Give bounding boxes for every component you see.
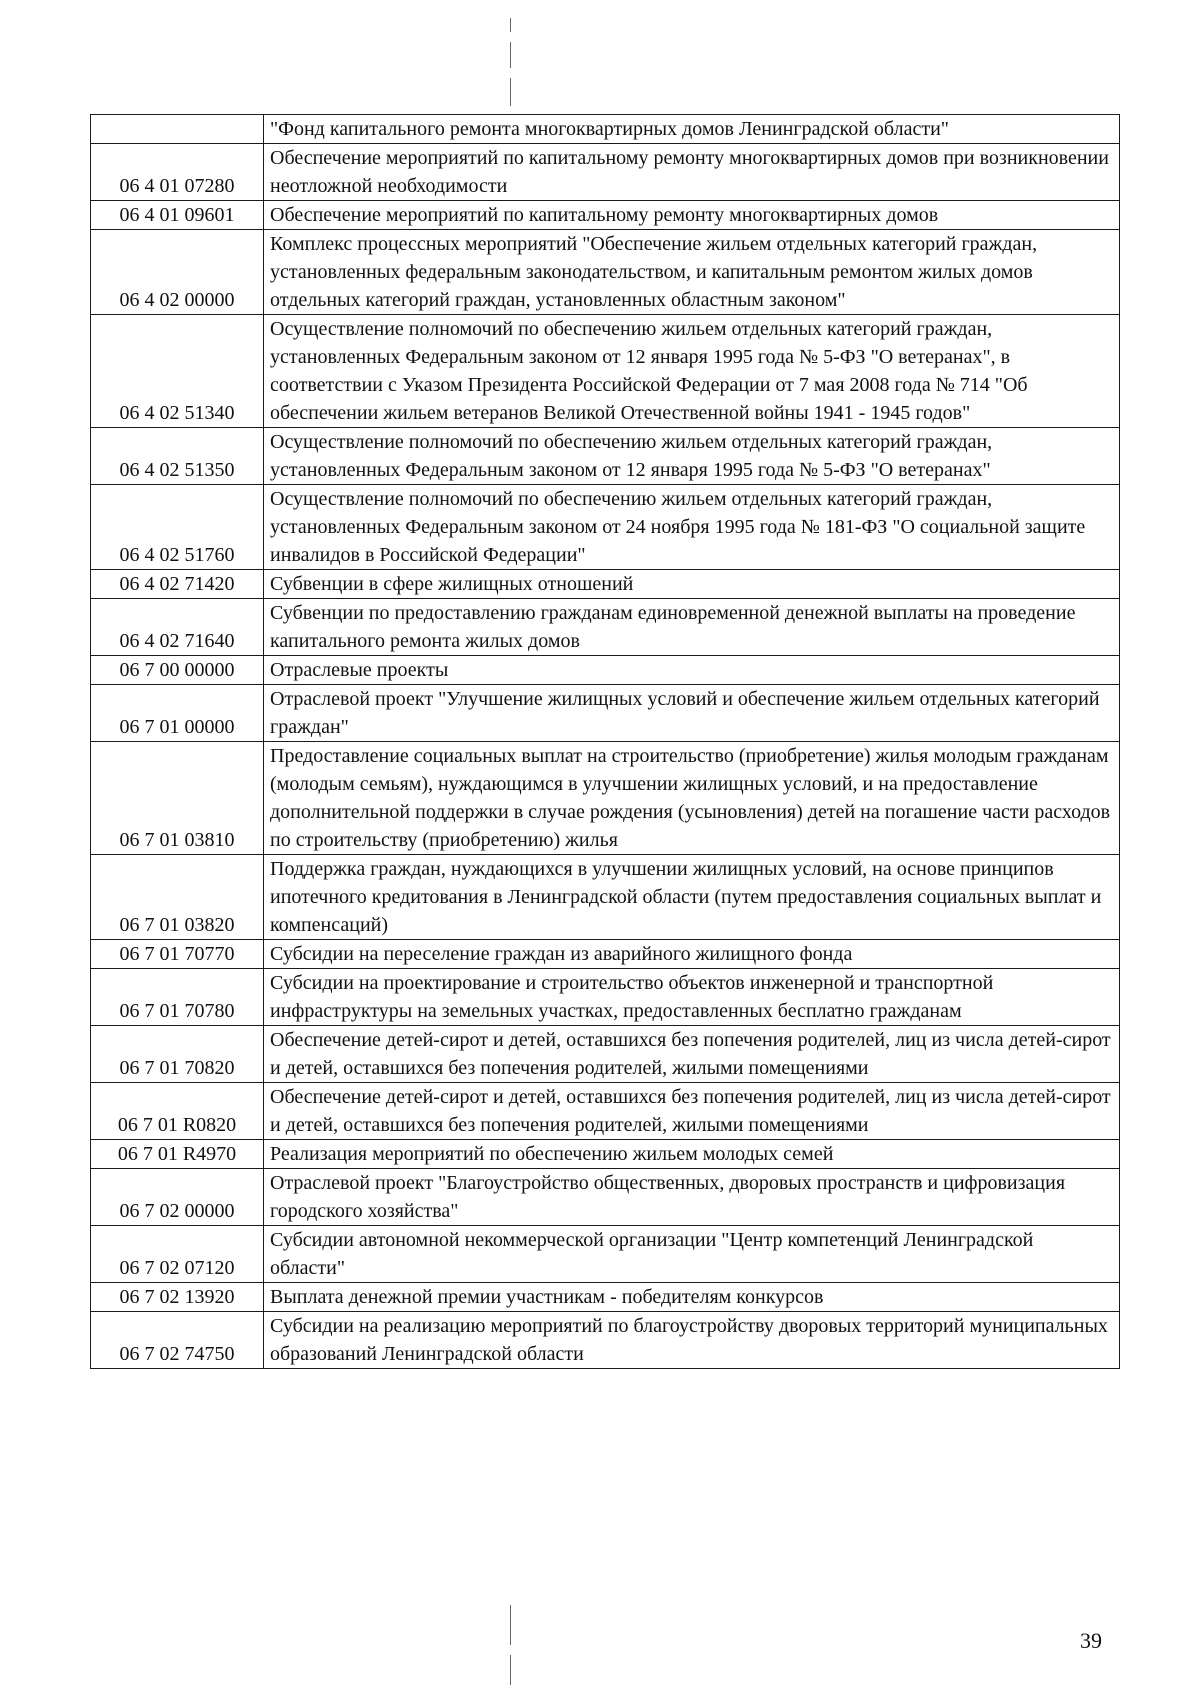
code-cell: 06 4 02 51340	[91, 315, 264, 428]
code-cell: 06 7 00 00000	[91, 656, 264, 685]
table-row	[91, 315, 1120, 428]
code-cell: 06 4 01 09601	[91, 201, 264, 230]
budget-code-table-container	[90, 114, 1120, 1369]
page-number: 39	[1080, 1628, 1102, 1653]
table-row	[91, 1283, 1120, 1312]
name-cell: Субсидии на реализацию мероприятий по благоустройству дворовых территорий муниципальных образований Ленинградской области	[264, 1312, 1120, 1369]
name-cell: Обеспечение мероприятий по капитальному ремонту многоквартирных домов при возникновении неотложной необходимости	[264, 144, 1120, 201]
table-row	[91, 1312, 1120, 1369]
name-cell: Субсидии автономной некоммерческой организации "Центр компетенций Ленинградской области"	[264, 1226, 1120, 1283]
table-row	[91, 570, 1120, 599]
code-cell: 06 7 02 13920	[91, 1283, 264, 1312]
table-row	[91, 201, 1120, 230]
table-row	[91, 685, 1120, 742]
name-cell: "Фонд капитального ремонта многоквартирных домов Ленинградской области"	[264, 115, 1120, 144]
name-cell: Отраслевой проект "Улучшение жилищных условий и обеспечение жильем отдельных категорий граждан"	[264, 685, 1120, 742]
table-row	[91, 855, 1120, 940]
table-row	[91, 599, 1120, 656]
code-cell: 06 7 01 00000	[91, 685, 264, 742]
name-cell: Комплекс процессных мероприятий "Обеспечение жильем отдельных категорий граждан, установленных федеральным законодательством, и капитальным ремонтом жилых домов отдельных категорий граждан, установленных областным законом"	[264, 230, 1120, 315]
code-cell: 06 7 02 00000	[91, 1169, 264, 1226]
name-cell: Выплата денежной премии участникам - победителям конкурсов	[264, 1283, 1120, 1312]
table-row	[91, 969, 1120, 1026]
table-row	[91, 1083, 1120, 1140]
code-cell: 06 7 02 74750	[91, 1312, 264, 1369]
table-row	[91, 1140, 1120, 1169]
fold-mark-top	[510, 18, 511, 32]
table-row	[91, 115, 1120, 144]
code-cell: 06 7 01 70780	[91, 969, 264, 1026]
code-cell	[91, 115, 264, 144]
code-cell: 06 7 01 03810	[91, 742, 264, 855]
name-cell: Осуществление полномочий по обеспечению жильем отдельных категорий граждан, установленных Федеральным законом от 12 января 1995 года № 5-ФЗ "О ветеранах", в соответствии с Указом Президента Российской Федерации от 7 мая 2008 года № 714 "Об обеспечении жильем ветеранов Великой Отечественной войны 1941 - 1945 годов"	[264, 315, 1120, 428]
name-cell: Субсидии на проектирование и строительство объектов инженерной и транспортной инфраструктуры на земельных участках, предоставленных бесплатно гражданам	[264, 969, 1120, 1026]
table-row	[91, 485, 1120, 570]
table-row	[91, 940, 1120, 969]
budget-code-table	[90, 114, 1120, 1369]
name-cell: Обеспечение мероприятий по капитальному ремонту многоквартирных домов	[264, 201, 1120, 230]
table-row	[91, 1226, 1120, 1283]
fold-mark-top	[510, 78, 511, 106]
code-cell: 06 4 02 71420	[91, 570, 264, 599]
fold-mark-bottom	[510, 1655, 511, 1685]
code-cell: 06 4 02 51350	[91, 428, 264, 485]
fold-mark-bottom	[510, 1605, 511, 1645]
name-cell: Субвенции по предоставлению гражданам единовременной денежной выплаты на проведение капитального ремонта жилых домов	[264, 599, 1120, 656]
code-cell: 06 4 02 71640	[91, 599, 264, 656]
code-cell: 06 7 01 70770	[91, 940, 264, 969]
code-cell: 06 4 01 07280	[91, 144, 264, 201]
code-cell: 06 7 01 70820	[91, 1026, 264, 1083]
name-cell: Субсидии на переселение граждан из аварийного жилищного фонда	[264, 940, 1120, 969]
code-cell: 06 7 01 R0820	[91, 1083, 264, 1140]
name-cell: Отраслевые проекты	[264, 656, 1120, 685]
table-row	[91, 230, 1120, 315]
table-row	[91, 1026, 1120, 1083]
table-row	[91, 656, 1120, 685]
name-cell: Осуществление полномочий по обеспечению жильем отдельных категорий граждан, установленных Федеральным законом от 24 ноября 1995 года № 181-ФЗ "О социальной защите инвалидов в Российской Федерации"	[264, 485, 1120, 570]
code-cell: 06 7 01 R4970	[91, 1140, 264, 1169]
name-cell: Реализация мероприятий по обеспечению жильем молодых семей	[264, 1140, 1120, 1169]
table-row	[91, 428, 1120, 485]
name-cell: Обеспечение детей-сирот и детей, оставшихся без попечения родителей, лиц из числа детей-сирот и детей, оставшихся без попечения родителей, жилыми помещениями	[264, 1026, 1120, 1083]
table-row	[91, 144, 1120, 201]
code-cell: 06 7 02 07120	[91, 1226, 264, 1283]
code-cell: 06 4 02 51760	[91, 485, 264, 570]
name-cell: Отраслевой проект "Благоустройство общественных, дворовых пространств и цифровизация городского хозяйства"	[264, 1169, 1120, 1226]
code-cell: 06 4 02 00000	[91, 230, 264, 315]
name-cell: Предоставление социальных выплат на строительство (приобретение) жилья молодым гражданам (молодым семьям), нуждающимся в улучшении жилищных условий, и на предоставление дополнительной поддержки в случае рождения (усыновления) детей на погашение части расходов по строительству (приобретению) жилья	[264, 742, 1120, 855]
name-cell: Субвенции в сфере жилищных отношений	[264, 570, 1120, 599]
code-cell: 06 7 01 03820	[91, 855, 264, 940]
name-cell: Обеспечение детей-сирот и детей, оставшихся без попечения родителей, лиц из числа детей-сирот и детей, оставшихся без попечения родителей, жилыми помещениями	[264, 1083, 1120, 1140]
name-cell: Осуществление полномочий по обеспечению жильем отдельных категорий граждан, установленных Федеральным законом от 12 января 1995 года № 5-ФЗ "О ветеранах"	[264, 428, 1120, 485]
table-row	[91, 742, 1120, 855]
name-cell: Поддержка граждан, нуждающихся в улучшении жилищных условий, на основе принципов ипотечного кредитования в Ленинградской области (путем предоставления социальных выплат и компенсаций)	[264, 855, 1120, 940]
fold-mark-top	[510, 42, 511, 68]
table-row	[91, 1169, 1120, 1226]
